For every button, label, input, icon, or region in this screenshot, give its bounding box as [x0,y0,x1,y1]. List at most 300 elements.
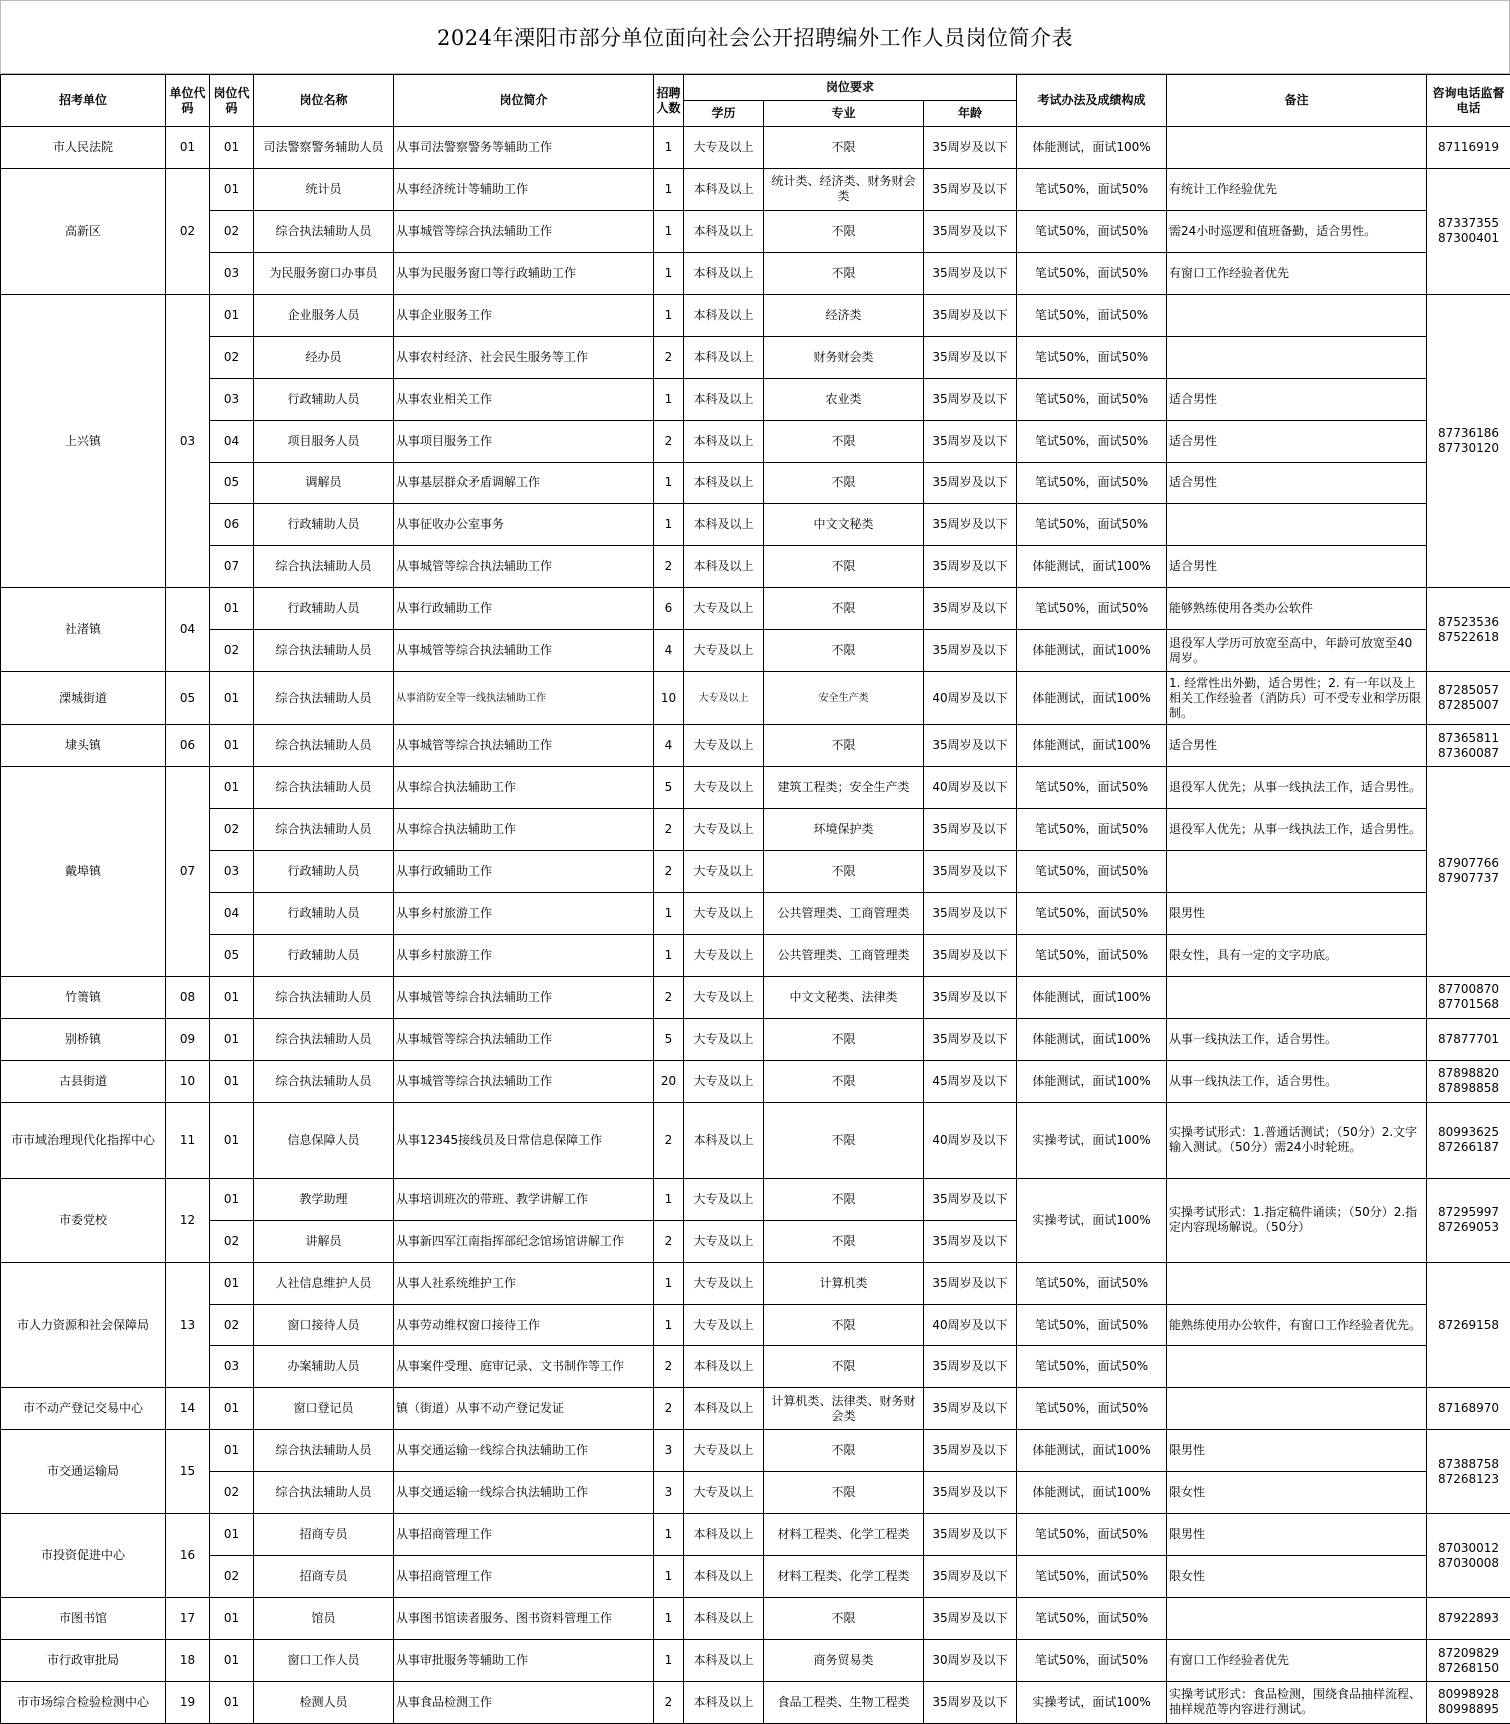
post-remark [1167,504,1427,546]
post-education: 大专及以上 [684,767,764,809]
post-major: 不限 [764,1060,924,1102]
post-remark: 实操考试形式：食品检测，围绕食品抽样流程、抽样规范等内容进行测试。 [1167,1681,1427,1723]
post-age: 35周岁及以下 [924,1220,1017,1262]
post-exam: 笔试50%，面试50% [1017,378,1167,420]
header-exam: 考试办法及成绩构成 [1017,75,1167,127]
post-name: 招商专员 [254,1514,394,1556]
post-exam: 笔试50%，面试50% [1017,1262,1167,1304]
post-major: 计算机类 [764,1262,924,1304]
table-row [1,336,1510,378]
post-age: 40周岁及以下 [924,1304,1017,1346]
post-code: 01 [210,1640,254,1682]
post-code: 02 [210,336,254,378]
post-exam: 笔试50%，面试50% [1017,1640,1167,1682]
post-intro: 镇（街道）从事不动产登记发证 [394,1388,654,1430]
post-code: 01 [210,1430,254,1472]
post-remark: 能够熟练使用各类办公软件 [1167,588,1427,630]
post-remark: 限女性 [1167,1472,1427,1514]
post-code: 02 [210,1472,254,1514]
post-education: 大专及以上 [684,1060,764,1102]
unit-name: 高新区 [1,168,166,294]
post-count: 1 [654,1178,684,1220]
post-age: 40周岁及以下 [924,672,1017,725]
post-age: 35周岁及以下 [924,1430,1017,1472]
post-remark: 1. 经常性出外勤，适合男性；2. 有一年以及上相关工作经验者（消防兵）可不受专业和学历限制。 [1167,672,1427,725]
post-remark [1167,294,1427,336]
contact-phone: 87116919 [1427,127,1510,169]
post-education: 本科及以上 [684,1514,764,1556]
unit-name: 别桥镇 [1,1018,166,1060]
unit-name: 戴埠镇 [1,767,166,977]
post-major: 不限 [764,462,924,504]
post-major: 材料工程类、化学工程类 [764,1556,924,1598]
post-major: 不限 [764,1346,924,1388]
post-exam: 笔试50%，面试50% [1017,1388,1167,1430]
post-remark: 退役军人优先；从事一线执法工作，适合男性。 [1167,809,1427,851]
post-name: 窗口接待人员 [254,1304,394,1346]
post-age: 35周岁及以下 [924,1346,1017,1388]
table-row [1,210,1510,252]
post-intro: 从事乡村旅游工作 [394,892,654,934]
unit-code: 16 [166,1514,210,1598]
post-count: 2 [654,976,684,1018]
post-age: 35周岁及以下 [924,546,1017,588]
post-remark: 限男性 [1167,1514,1427,1556]
post-major: 不限 [764,588,924,630]
post-code: 01 [210,1102,254,1178]
post-code: 01 [210,1262,254,1304]
post-age: 35周岁及以下 [924,420,1017,462]
post-education: 本科及以上 [684,1681,764,1723]
post-major: 不限 [764,1472,924,1514]
post-code: 02 [210,1220,254,1262]
post-remark: 限男性 [1167,1430,1427,1472]
unit-code: 13 [166,1262,210,1388]
post-count: 1 [654,504,684,546]
post-age: 35周岁及以下 [924,127,1017,169]
post-count: 6 [654,588,684,630]
post-intro: 从事综合执法辅助工作 [394,767,654,809]
post-remark [1167,1388,1427,1430]
post-name: 综合执法辅助人员 [254,672,394,725]
unit-code: 18 [166,1640,210,1682]
post-count: 5 [654,767,684,809]
post-major: 不限 [764,210,924,252]
post-remark: 有窗口工作经验者优先 [1167,252,1427,294]
unit-name: 市投资促进中心 [1,1514,166,1598]
unit-name: 竹箦镇 [1,976,166,1018]
post-code: 06 [210,504,254,546]
post-name: 办案辅助人员 [254,1346,394,1388]
post-age: 35周岁及以下 [924,378,1017,420]
post-exam: 笔试50%，面试50% [1017,1304,1167,1346]
post-age: 35周岁及以下 [924,294,1017,336]
post-major: 不限 [764,1430,924,1472]
post-code: 01 [210,1388,254,1430]
post-count: 2 [654,1220,684,1262]
contact-phone: 87337355 87300401 [1427,168,1510,294]
unit-name: 市市场综合检验检测中心 [1,1681,166,1723]
unit-code: 17 [166,1598,210,1640]
post-major: 公共管理类、工商管理类 [764,892,924,934]
contact-phone: 80993625 87266187 [1427,1102,1510,1178]
post-exam: 笔试50%，面试50% [1017,1598,1167,1640]
post-name: 统计员 [254,168,394,210]
post-intro: 从事招商管理工作 [394,1514,654,1556]
table-row [1,1018,1510,1060]
post-remark [1167,1346,1427,1388]
post-exam: 笔试50%，面试50% [1017,1556,1167,1598]
contact-phone: 87269158 [1427,1262,1510,1388]
table-row [1,1060,1510,1102]
post-exam: 笔试50%，面试50% [1017,336,1167,378]
table-row [1,1514,1510,1556]
contact-phone: 87922893 [1427,1598,1510,1640]
post-name: 综合执法辅助人员 [254,1060,394,1102]
table-row [1,462,1510,504]
post-intro: 从事12345接线员及日常信息保障工作 [394,1102,654,1178]
contact-phone: 87030012 87030008 [1427,1514,1510,1598]
post-age: 35周岁及以下 [924,462,1017,504]
post-exam: 体能测试，面试100% [1017,127,1167,169]
post-count: 1 [654,1514,684,1556]
post-code: 05 [210,462,254,504]
post-education: 大专及以上 [684,725,764,767]
post-code: 02 [210,630,254,672]
post-major: 不限 [764,1018,924,1060]
post-name: 综合执法辅助人员 [254,725,394,767]
post-remark: 限女性 [1167,1556,1427,1598]
header-unit-code: 单位代码 [166,75,210,127]
table-row [1,809,1510,851]
unit-code: 03 [166,294,210,588]
table-row [1,630,1510,672]
table-row [1,672,1510,725]
post-major: 统计类、经济类、财务财会类 [764,168,924,210]
post-intro: 从事交通运输一线综合执法辅助工作 [394,1430,654,1472]
post-intro: 从事基层群众矛盾调解工作 [394,462,654,504]
post-remark [1167,976,1427,1018]
post-count: 1 [654,1304,684,1346]
header-count: 招聘人数 [654,75,684,127]
post-major: 不限 [764,1304,924,1346]
post-count: 5 [654,1018,684,1060]
post-intro: 从事综合执法辅助工作 [394,809,654,851]
post-intro: 从事司法警察警务等辅助工作 [394,127,654,169]
table-row [1,252,1510,294]
unit-name: 古县街道 [1,1060,166,1102]
post-major: 食品工程类、生物工程类 [764,1681,924,1723]
post-education: 大专及以上 [684,976,764,1018]
unit-code: 12 [166,1178,210,1262]
table-row [1,1640,1510,1682]
unit-code: 09 [166,1018,210,1060]
post-code: 01 [210,294,254,336]
post-age: 35周岁及以下 [924,1472,1017,1514]
post-intro: 从事新四军江南指挥部纪念馆场馆讲解工作 [394,1220,654,1262]
unit-name: 市市域治理现代化指挥中心 [1,1102,166,1178]
post-count: 3 [654,1472,684,1514]
post-exam: 实操考试，面试100% [1017,1681,1167,1723]
post-name: 司法警察警务辅助人员 [254,127,394,169]
post-education: 本科及以上 [684,378,764,420]
contact-phone: 87295997 87269053 [1427,1178,1510,1262]
post-exam: 体能测试，面试100% [1017,630,1167,672]
post-remark: 需24小时巡逻和值班备勤，适合男性。 [1167,210,1427,252]
post-remark [1167,127,1427,169]
post-education: 本科及以上 [684,1556,764,1598]
post-age: 35周岁及以下 [924,1514,1017,1556]
post-remark [1167,336,1427,378]
post-intro: 从事农业相关工作 [394,378,654,420]
post-intro: 从事交通运输一线综合执法辅助工作 [394,1472,654,1514]
post-exam: 体能测试，面试100% [1017,976,1167,1018]
table-row [1,378,1510,420]
unit-name: 市委党校 [1,1178,166,1262]
post-remark: 适合男性 [1167,546,1427,588]
post-age: 35周岁及以下 [924,168,1017,210]
unit-name: 市图书馆 [1,1598,166,1640]
contact-phone: 87736186 87730120 [1427,294,1510,588]
unit-code: 01 [166,127,210,169]
unit-code: 08 [166,976,210,1018]
post-education: 本科及以上 [684,462,764,504]
post-remark: 能熟练使用办公软件，有窗口工作经验者优先。 [1167,1304,1427,1346]
table-row [1,1556,1510,1598]
post-age: 35周岁及以下 [924,1178,1017,1220]
post-education: 大专及以上 [684,1472,764,1514]
post-exam: 实操考试，面试100% [1017,1178,1167,1262]
post-age: 45周岁及以下 [924,1060,1017,1102]
post-intro: 从事人社系统维护工作 [394,1262,654,1304]
post-education: 大专及以上 [684,1262,764,1304]
post-count: 2 [654,420,684,462]
post-exam: 笔试50%，面试50% [1017,850,1167,892]
post-intro: 从事城管等综合执法辅助工作 [394,725,654,767]
post-name: 检测人员 [254,1681,394,1723]
post-remark: 从事一线执法工作，适合男性。 [1167,1060,1427,1102]
table-row [1,1430,1510,1472]
post-education: 大专及以上 [684,892,764,934]
post-exam: 笔试50%，面试50% [1017,892,1167,934]
post-age: 35周岁及以下 [924,725,1017,767]
table-row [1,1346,1510,1388]
table-row [1,1388,1510,1430]
post-intro: 从事劳动维权窗口接待工作 [394,1304,654,1346]
header-unit: 招考单位 [1,75,166,127]
table-row [1,1262,1510,1304]
unit-code: 10 [166,1060,210,1102]
table-row [1,1102,1510,1178]
unit-name: 埭头镇 [1,725,166,767]
post-major: 计算机类、法律类、财务财会类 [764,1388,924,1430]
post-education: 大专及以上 [684,1304,764,1346]
post-code: 07 [210,546,254,588]
post-education: 本科及以上 [684,336,764,378]
header-post-name: 岗位名称 [254,75,394,127]
post-count: 1 [654,210,684,252]
contact-phone: 87700870 87701568 [1427,976,1510,1018]
post-exam: 体能测试，面试100% [1017,1430,1167,1472]
unit-name: 市人民法院 [1,127,166,169]
unit-name: 社渚镇 [1,588,166,672]
post-exam: 笔试50%，面试50% [1017,420,1167,462]
post-code: 01 [210,672,254,725]
post-age: 35周岁及以下 [924,850,1017,892]
post-age: 35周岁及以下 [924,976,1017,1018]
table-row [1,976,1510,1018]
post-age: 30周岁及以下 [924,1640,1017,1682]
post-count: 2 [654,336,684,378]
post-intro: 从事农村经济、社会民生服务等工作 [394,336,654,378]
post-remark: 有窗口工作经验者优先 [1167,1640,1427,1682]
post-exam: 体能测试，面试100% [1017,546,1167,588]
post-intro: 从事培训班次的带班、教学讲解工作 [394,1178,654,1220]
post-education: 本科及以上 [684,546,764,588]
post-age: 35周岁及以下 [924,1556,1017,1598]
table-row [1,1304,1510,1346]
post-intro: 从事城管等综合执法辅助工作 [394,976,654,1018]
post-name: 行政辅助人员 [254,934,394,976]
post-major: 不限 [764,1102,924,1178]
post-name: 企业服务人员 [254,294,394,336]
post-exam: 笔试50%，面试50% [1017,504,1167,546]
post-name: 窗口工作人员 [254,1640,394,1682]
unit-name: 市行政审批局 [1,1640,166,1682]
post-count: 1 [654,892,684,934]
header-intro: 岗位简介 [394,75,654,127]
post-count: 1 [654,252,684,294]
post-count: 2 [654,1681,684,1723]
post-code: 01 [210,1018,254,1060]
post-count: 20 [654,1060,684,1102]
contact-phone: 87907766 87907737 [1427,767,1510,977]
post-intro: 从事城管等综合执法辅助工作 [394,1060,654,1102]
post-major: 不限 [764,1598,924,1640]
post-name: 馆员 [254,1598,394,1640]
post-intro: 从事行政辅助工作 [394,850,654,892]
post-remark: 限女性，具有一定的文字功底。 [1167,934,1427,976]
header-remark: 备注 [1167,75,1427,127]
unit-name: 市不动产登记交易中心 [1,1388,166,1430]
post-education: 大专及以上 [684,809,764,851]
post-name: 讲解员 [254,1220,394,1262]
post-code: 01 [210,1514,254,1556]
post-count: 3 [654,1430,684,1472]
post-name: 综合执法辅助人员 [254,809,394,851]
post-age: 35周岁及以下 [924,252,1017,294]
header-major: 专业 [764,101,924,127]
post-name: 综合执法辅助人员 [254,210,394,252]
post-education: 本科及以上 [684,504,764,546]
post-intro: 从事城管等综合执法辅助工作 [394,1018,654,1060]
table-row [1,1472,1510,1514]
post-age: 35周岁及以下 [924,630,1017,672]
post-intro: 从事经济统计等辅助工作 [394,168,654,210]
unit-name: 市人力资源和社会保障局 [1,1262,166,1388]
post-major: 环境保护类 [764,809,924,851]
post-code: 04 [210,420,254,462]
post-code: 01 [210,725,254,767]
unit-name: 溧城街道 [1,672,166,725]
post-exam: 笔试50%，面试50% [1017,294,1167,336]
table-row [1,934,1510,976]
post-count: 2 [654,1102,684,1178]
post-education: 本科及以上 [684,1598,764,1640]
table-row [1,892,1510,934]
post-major: 中文文秘类 [764,504,924,546]
post-name: 综合执法辅助人员 [254,976,394,1018]
post-exam: 笔试50%，面试50% [1017,1514,1167,1556]
post-education: 大专及以上 [684,1430,764,1472]
post-code: 01 [210,767,254,809]
post-age: 35周岁及以下 [924,210,1017,252]
post-age: 35周岁及以下 [924,1018,1017,1060]
post-count: 1 [654,168,684,210]
post-major: 不限 [764,546,924,588]
post-name: 人社信息维护人员 [254,1262,394,1304]
post-age: 35周岁及以下 [924,336,1017,378]
post-code: 01 [210,1060,254,1102]
post-remark: 限男性 [1167,892,1427,934]
post-count: 2 [654,546,684,588]
header-phone: 咨询电话监督电话 [1427,75,1510,127]
post-education: 本科及以上 [684,168,764,210]
table-row [1,546,1510,588]
post-code: 05 [210,934,254,976]
table-row [1,1598,1510,1640]
post-code: 01 [210,1681,254,1723]
post-major: 中文文秘类、法律类 [764,976,924,1018]
post-name: 综合执法辅助人员 [254,546,394,588]
header-row-1 [1,75,1510,101]
post-intro: 从事图书馆读者服务、图书资料管理工作 [394,1598,654,1640]
post-age: 40周岁及以下 [924,767,1017,809]
post-education: 本科及以上 [684,1388,764,1430]
post-code: 02 [210,809,254,851]
post-count: 1 [654,1556,684,1598]
post-remark [1167,850,1427,892]
post-major: 不限 [764,850,924,892]
post-code: 02 [210,210,254,252]
header-post-code: 岗位代码 [210,75,254,127]
post-education: 大专及以上 [684,934,764,976]
post-age: 35周岁及以下 [924,504,1017,546]
post-remark: 退役军人学历可放宽至高中，年龄可放宽至40周岁。 [1167,630,1427,672]
post-exam: 实操考试，面试100% [1017,1102,1167,1178]
post-count: 2 [654,850,684,892]
post-major: 公共管理类、工商管理类 [764,934,924,976]
table-row [1,168,1510,210]
post-code: 01 [210,1178,254,1220]
post-code: 01 [210,1598,254,1640]
post-name: 招商专员 [254,1556,394,1598]
post-age: 40周岁及以下 [924,1102,1017,1178]
post-code: 01 [210,168,254,210]
post-exam: 笔试50%，面试50% [1017,809,1167,851]
post-exam: 体能测试，面试100% [1017,1472,1167,1514]
contact-phone: 87898820 87898858 [1427,1060,1510,1102]
table-row [1,127,1510,169]
post-remark: 实操考试形式：1.指定稿件诵读；（50分）2.指定内容现场解说。（50分） [1167,1178,1427,1262]
table-row [1,725,1510,767]
post-remark [1167,1598,1427,1640]
header-requirements: 岗位要求 [684,75,1017,101]
post-exam: 笔试50%，面试50% [1017,462,1167,504]
job-table [0,74,1510,1724]
post-name: 为民服务窗口办事员 [254,252,394,294]
post-name: 项目服务人员 [254,420,394,462]
